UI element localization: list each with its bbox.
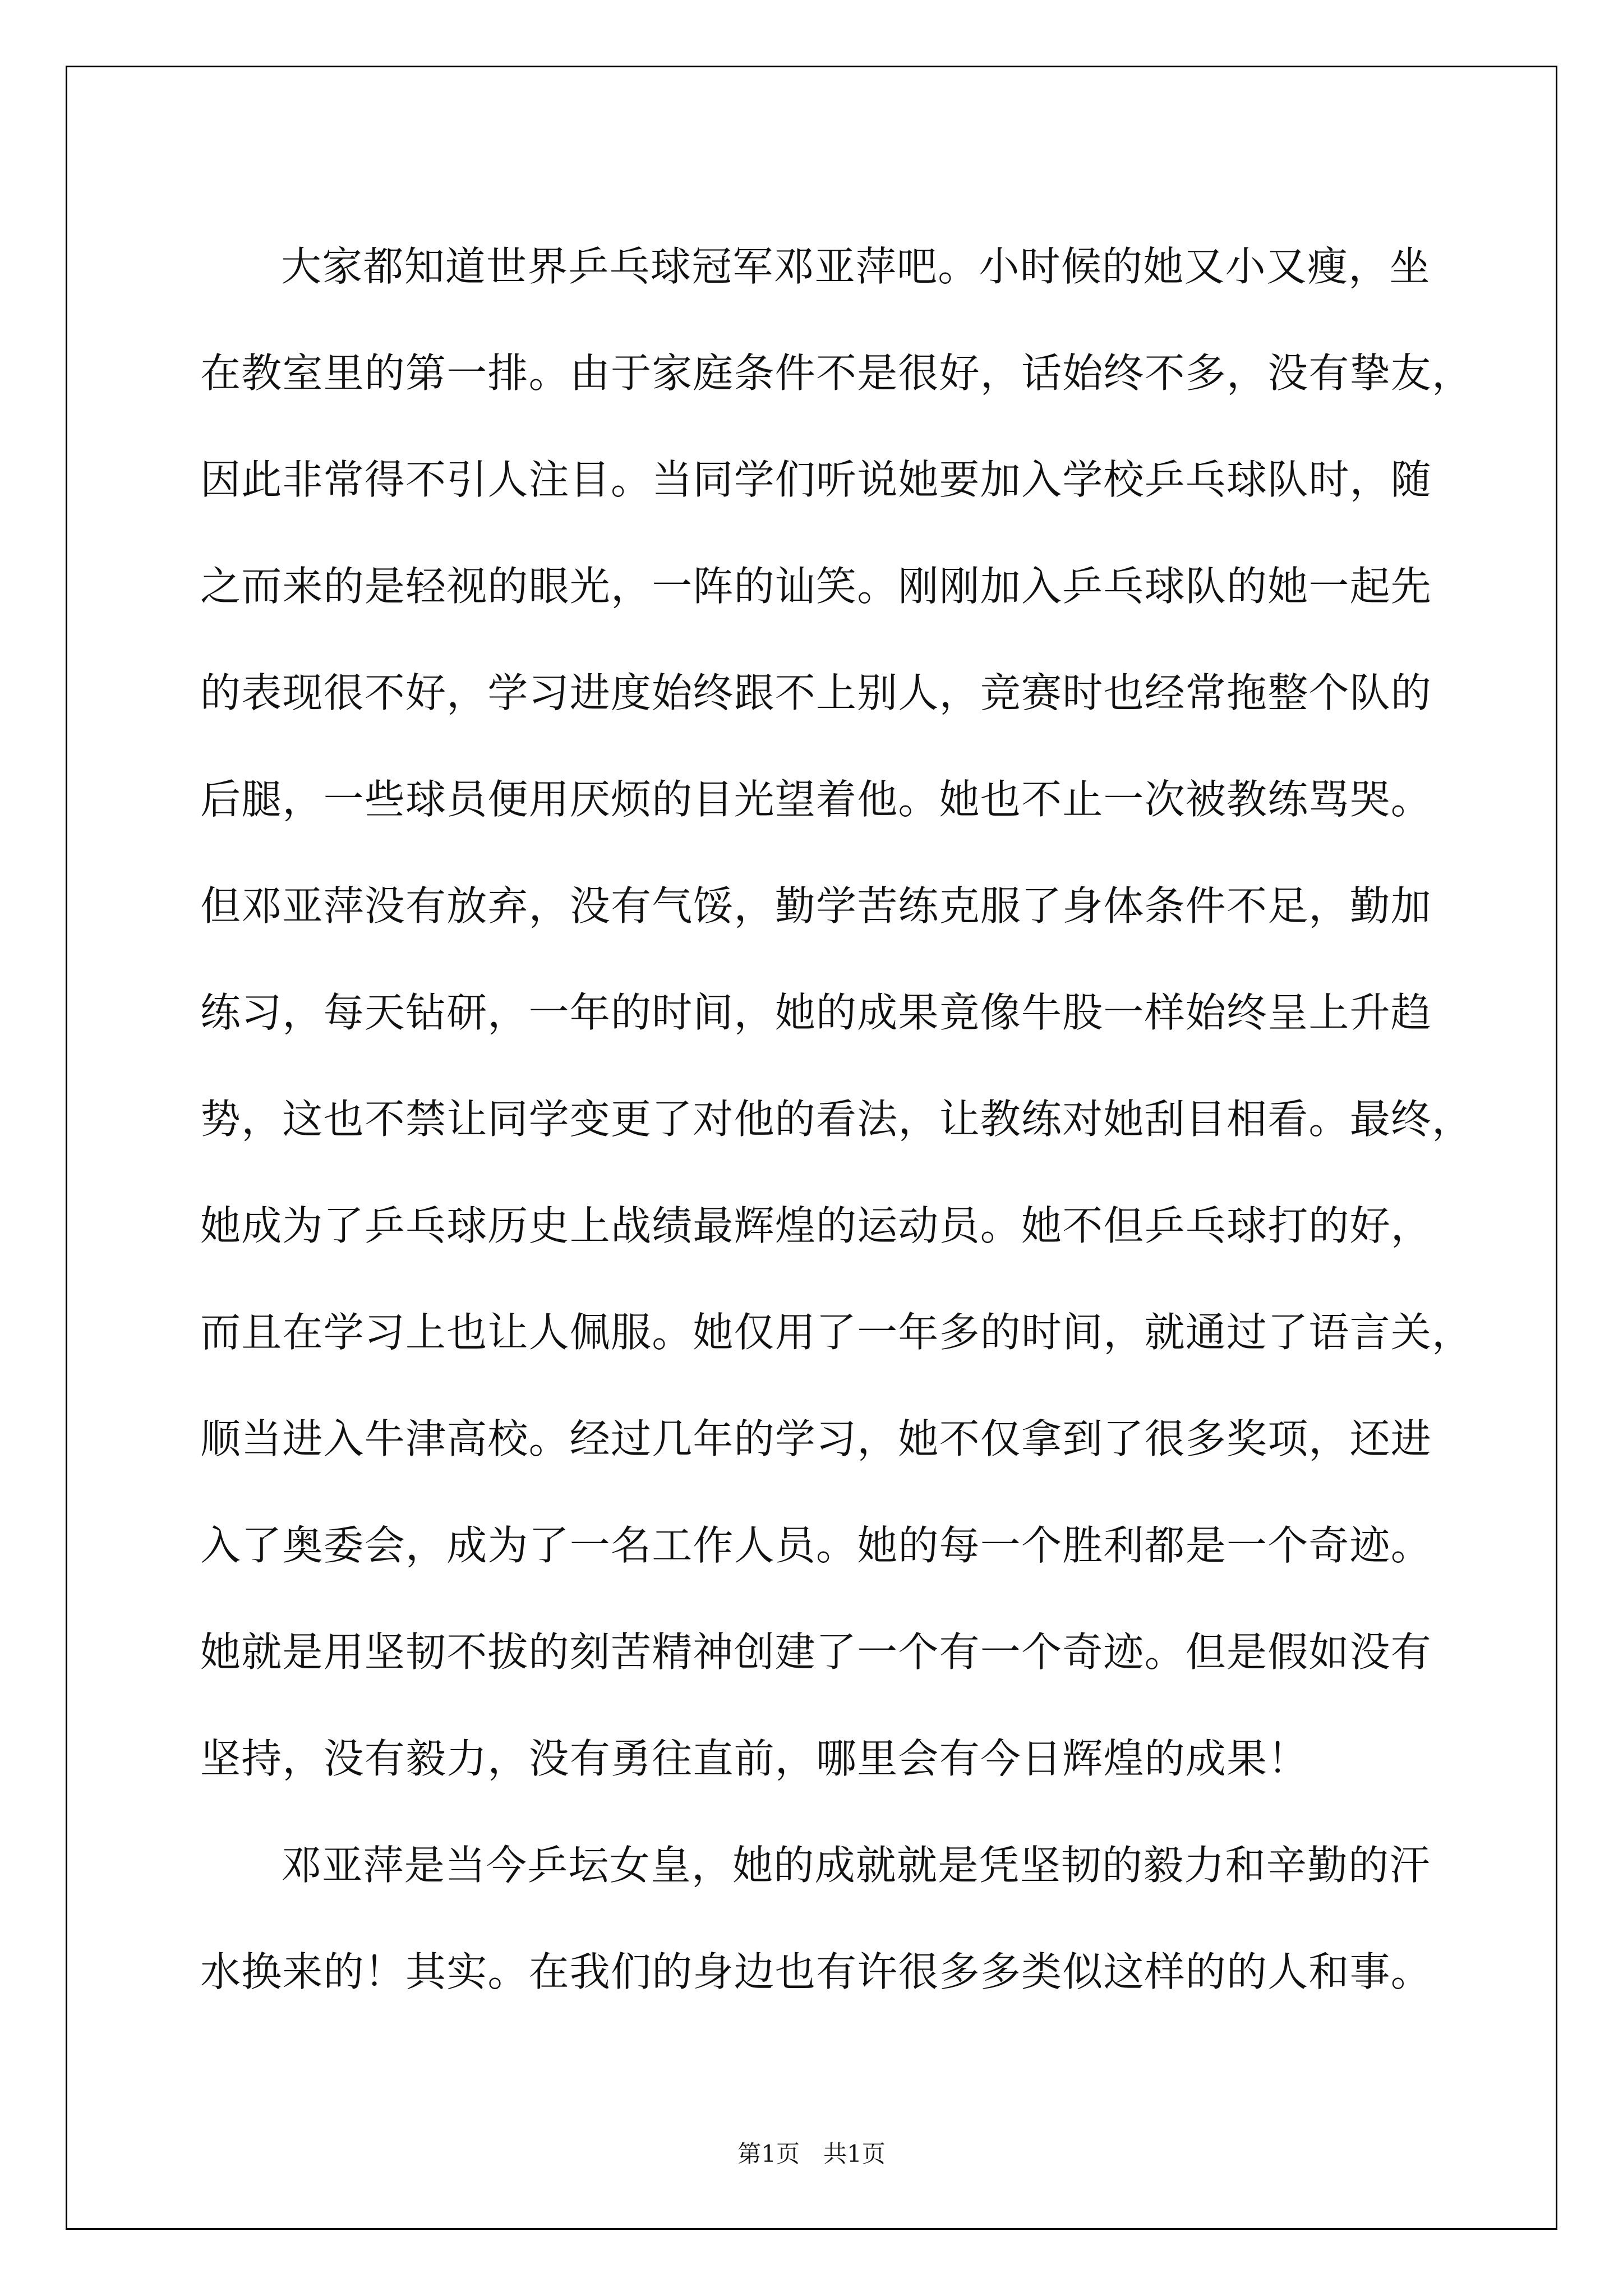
paragraph-1: [200, 213, 1473, 1812]
text-line: 但邓亚萍没有放弃，没有气馁，勤学苦练克服了身体条件不足，勤加: [200, 882, 1432, 930]
text-line: 坚持，没有毅力，没有勇往直前，哪里会有今日辉煌的成果！: [200, 1735, 1309, 1782]
text-line: 大家都知道世界乒乓球冠军邓亚萍吧。小时候的她又小又瘦，坐: [281, 243, 1431, 290]
text-line: 的表现很不好，学习进度始终跟不上别人，竞赛时也经常拖整个队的: [200, 669, 1432, 716]
text-line: 后腿，一些球员便用厌烦的目光望着他。她也不止一次被教练骂哭。: [200, 776, 1432, 823]
text-line: 势，这也不禁让同学变更了对他的看法，让教练对她刮目相看。最终，: [200, 1096, 1473, 1143]
text-line: 顺当进入牛津高校。经过几年的学习，她不仅拿到了很多奖项，还进: [200, 1415, 1432, 1462]
text-line: 水换来的！其实。在我们的身边也有许很多多类似这样的的人和事。: [200, 1948, 1432, 1995]
document-body: [200, 213, 1473, 2025]
text-line: 邓亚萍是当今乒坛女皇，她的成就就是凭坚韧的毅力和辛勤的汗: [281, 1842, 1431, 1889]
text-line: 她就是用坚韧不拔的刻苦精神创建了一个有一个奇迹。但是假如没有: [200, 1628, 1432, 1676]
page-number-footer: 第1页 共1页: [737, 2140, 886, 2168]
text-line: 因此非常得不引人注目。当同学们听说她要加入学校乒乓球队时，随: [200, 456, 1432, 503]
text-line: 练习，每天钻研，一年的时间，她的成果竟像牛股一样始终呈上升趋: [200, 989, 1432, 1036]
text-line: 而且在学习上也让人佩服。她仅用了一年多的时间，就通过了语言关，: [200, 1309, 1473, 1356]
text-line: 在教室里的第一排。由于家庭条件不是很好，话始终不多，没有挚友，: [200, 349, 1473, 397]
text-line: 入了奥委会，成为了一名工作人员。她的每一个胜利都是一个奇迹。: [200, 1522, 1432, 1569]
paragraph-2: [200, 1812, 1432, 2025]
text-line: 之而来的是轻视的眼光，一阵的讪笑。刚刚加入乒乓球队的她一起先: [200, 563, 1432, 610]
text-line: 她成为了乒乓球历史上战绩最辉煌的运动员。她不但乒乓球打的好，: [200, 1202, 1432, 1249]
